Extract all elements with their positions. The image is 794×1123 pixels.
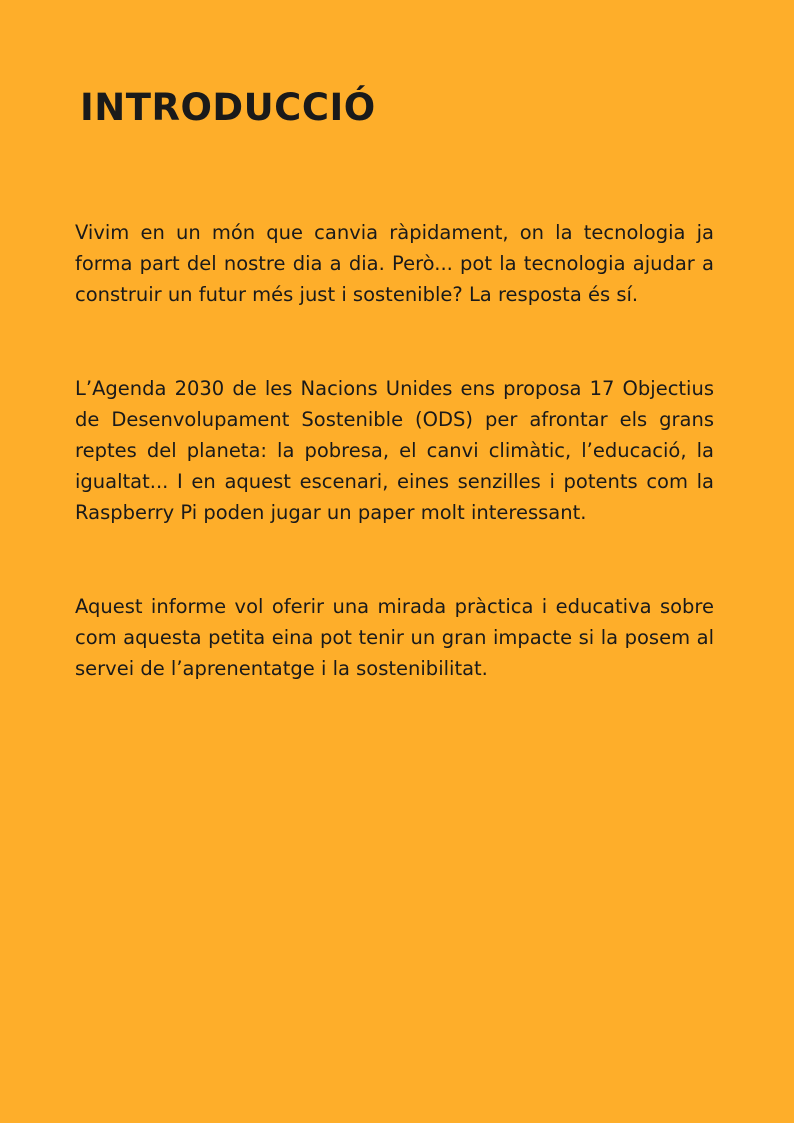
paragraph-intro: Vivim en un món que canvia ràpidament, on la tecnologia ja forma part del nostre dia a dia. Però... pot la tecnologia ajudar a construir un futur més just i sostenible? La resposta és sí. — [75, 221, 714, 306]
page-title: INTRODUCCIÓ — [80, 86, 376, 129]
body-text — [75, 217, 714, 684]
paragraph-agenda-2030: L’Agenda 2030 de les Nacions Unides ens proposa 17 Objectius de Desenvolupament Sostenible (ODS) per afrontar els grans reptes del planeta: la pobresa, el canvi climàtic, l’educació, la igualtat... I en aquest escenari, eines senzilles i potents com la Raspberry Pi poden jugar un paper molt interessant. — [75, 377, 714, 524]
paragraph-report-purpose: Aquest informe vol oferir una mirada pràctica i educativa sobre com aquesta petita eina pot tenir un gran impacte si la posem al servei de l’aprenentatge i la sostenibilitat. — [75, 595, 714, 680]
